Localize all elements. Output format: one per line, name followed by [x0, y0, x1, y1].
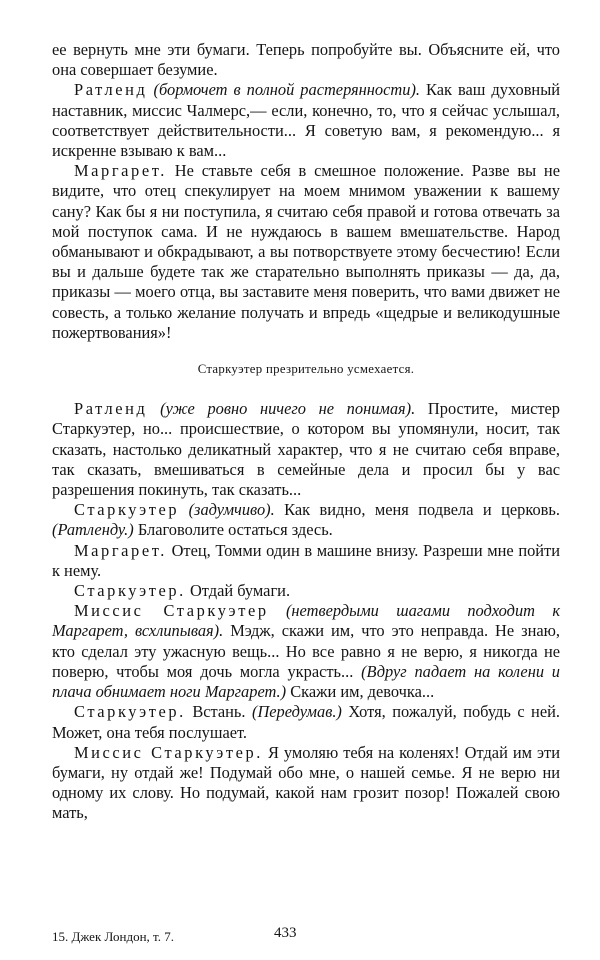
dialogue-margaret-2	[52, 541, 560, 581]
stage-direction: (уже ровно ничего не понимая).	[160, 399, 416, 419]
speech-text: Мэдж, скажи им, что это неправда. Не знаю, кто сделал эту ужасную вещь... Но все равно я не верю, я никогда не поверю, чтобы моя дочь могла украсть...	[52, 621, 560, 681]
dialogue-mrs-starkweather-1	[52, 601, 560, 702]
dialogue-rutland-2	[52, 399, 560, 500]
speaker-name: Маргарет.	[74, 161, 167, 181]
speaker-name: Миссис Старкуэтер.	[74, 742, 263, 762]
speech-text: Не ставьте себя в смешное положение. Разве вы не видите, что отец спекулирует на моем мнимом уважении к вашему сану? Как бы я ни поступила, я считаю себя правой и готова отвечать за мой поступок сама. И не нуждаюсь в вашем вмешательстве. Народ обманывают и обкрадывают, а вы потворствуете этому бесчестию! Если вы и дальше будете так же старательно выполнять приказы — да, да, приказы — моего отца, вы заставите меня поверить, что вами движет не совесть, а только желание получать и впредь «щедрые и великодушные пожертвования»!	[52, 161, 560, 342]
speaker-name: Миссис Старкуэтер	[74, 601, 269, 621]
dialogue-rutland-1	[52, 80, 560, 161]
speech-text: Как ваш духовный наставник, миссис Чалмерс,— если, конечно, то, что я сейчас услышал, соответствует действительности... Я советую вам, я рекомендую... я искренне взываю к вам...	[52, 80, 560, 161]
stage-direction-centered: Старкуэтер презрительно усмехается.	[197, 362, 415, 377]
stage-direction: (бормочет в полной растерянности).	[153, 80, 420, 100]
speaker-name: Старкуэтер	[74, 500, 180, 520]
speech-text: Благоволите остаться здесь.	[137, 520, 333, 540]
speech-text: Встань.	[192, 702, 246, 722]
speaker-name: Ратленд	[74, 80, 148, 100]
speech-text: Отдай бумаги.	[189, 581, 291, 601]
stage-direction: (Ратленду.)	[52, 520, 134, 540]
signature-mark: 15. Джек Лондон, т. 7.	[52, 929, 174, 944]
stage-direction: (задумчиво).	[188, 500, 275, 520]
stage-direction: (Вдруг падает на колени и плача обнимает ноги Маргарет.)	[52, 661, 560, 702]
dialogue-margaret-1	[52, 161, 560, 343]
speech-text: Отец, Томми один в машине внизу. Разреши мне пойти к нему.	[52, 540, 560, 580]
speech-text: Я умоляю тебя на коленях! Отдай им эти бумаги, ну отдай же! Подумай обо мне, о нашей семье. Я не верю ни одному их слову. Но подумай, какой нам грозит позор! Пожалей свою мать,	[52, 742, 560, 823]
stage-direction: (Передумав.)	[251, 702, 342, 722]
page-number: 433	[274, 925, 297, 941]
dialogue-mrs-starkweather-2	[52, 743, 560, 824]
speaker-name: Старкуэтер.	[74, 581, 186, 601]
speech-text: Как видно, меня подвела и церковь.	[284, 500, 560, 520]
speaker-name: Старкуэтер.	[74, 702, 186, 722]
speech-text: Простите, мистер Старкуэтер, но... происшествие, о котором вы упомянули, носит, так сказать, настолько деликатный характер, что я не считаю себя вправе, так сказать, вмешиваться в семейные дела и просил бы у вас разрешения покинуть, так сказать...	[52, 399, 560, 500]
stage-direction: (нетвердыми шагами подходит к Маргарет, всхлипывая).	[52, 601, 560, 641]
speech-text: Хотя, пожалуй, побудь с ней. Может, она тебя послушает.	[52, 702, 560, 742]
speaker-name: Ратленд	[74, 399, 148, 419]
dialogue-starkweather-3	[52, 702, 560, 742]
dialogue-starkweather-2	[52, 581, 560, 601]
speech-text: Скажи им, девочка...	[290, 682, 435, 702]
dialogue-starkweather-1	[52, 500, 560, 540]
paragraph-continuation: ее вернуть мне эти бумаги. Теперь попробуйте вы. Объясните ей, что она совершает безумие.	[52, 40, 560, 80]
speaker-name: Маргарет.	[74, 540, 167, 560]
